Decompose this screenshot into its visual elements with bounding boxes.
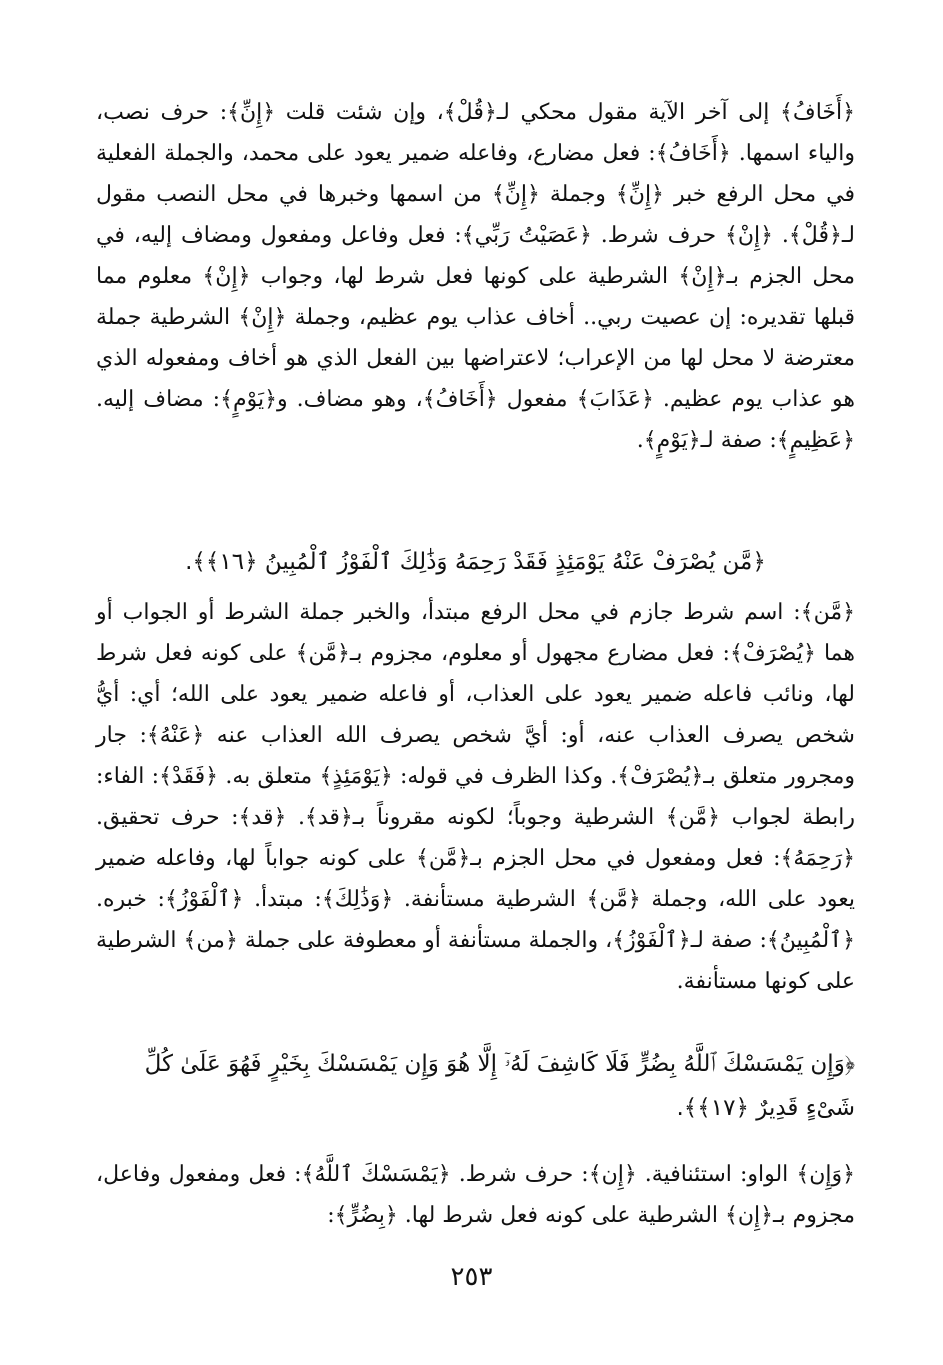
quran-verse-17-line-2: شَىْءٍ قَدِيرٌ ﴿١٧﴾﴾. — [676, 1095, 855, 1121]
commentary-paragraph-2: ﴿مَّن﴾: اسم شرط جازم في محل الرفع مبتدأ، والخبر جملة الشرط أو الجواب أو هما ﴿يُصْرَفْ﴾: فعل مضارع مجهول أو معلوم، مجزوم بـ﴿مَّن﴾ على كونه فعل شرط لها، ونائب فاعله ضمير يعود على العذاب، أو فاعله ضمير يعود على الله؛ أي: أيُّ شخص يصرف العذاب عنه، أو: أيَّ شخص يصرف الله العذاب عنه ﴿عَنْهُ﴾: جار ومجرور متعلق بـ﴿يُصْرَفْ﴾. وكذا الظرف في قوله: ﴿يَوْمَئِذٍ﴾ متعلق به. ﴿فَقَدْ﴾: الفاء: رابطة لجواب ﴿مَّن﴾ الشرطية وجوباً؛ لكونه مقروناً بـ﴿قد﴾. ﴿قد﴾: حرف تحقيق. ﴿رَحِمَهُ﴾: فعل ومفعول في محل الجزم بـ﴿مَّن﴾ على كونه جواباً لها، وفاعله ضمير يعود على الله، وجملة ﴿مَّن﴾ الشرطية مستأنفة. ﴿وَذَٰلِكَ﴾: مبتدأ. ﴿ٱلْفَوْزُ﴾: خبره. ﴿ٱلْمُبِينُ﴾: صفة لـ﴿ٱلْفَوْزُ﴾، والجملة مستأنفة أو معطوفة على جملة ﴿من﴾ الشرطية على كونها مستأنفة. — [96, 600, 855, 994]
document-page — [96, 92, 855, 1305]
quran-verse-17-line-1: ﴿وَإِن يَمْسَسْكَ ٱللَّهُ بِضُرٍّ فَلَا كَاشِفَ لَهُۥٓ إِلَّا هُوَ وَإِن يَمْسَسْكَ بِخَيْرٍ فَهُوَ عَلَىٰ كُلِّ — [144, 1051, 855, 1077]
quran-verse-17 — [96, 1042, 855, 1130]
quran-verse-16: ﴿مَّن يُصْرَفْ عَنْهُ يَوْمَئِذٍ فَقَدْ رَحِمَهُ وَذَٰلِكَ ٱلْفَوْزُ ٱلْمُبِينُ ﴿١٦﴾﴾. — [185, 549, 766, 575]
page-number: ٢٥٣ — [450, 1262, 493, 1292]
commentary-paragraph-1: ﴿أَخَافُ﴾ إلى آخر الآية مقول محكي لـ﴿قُلْ﴾، وإن شئت قلت ﴿إِنِّ﴾: حرف نصب، والياء اسمها. ﴿أَخَافُ﴾: فعل مضارع، وفاعله ضمير يعود على محمد، والجملة الفعلية في محل الرفع خبر ﴿إِنِّ﴾ وجملة ﴿إِنِّ﴾ من اسمها وخبرها في محل النصب مقول لـ﴿قُلْ﴾. ﴿إِنْ﴾ حرف شرط. ﴿عَصَيْتُ رَبِّي﴾: فعل وفاعل ومفعول ومضاف إليه، في محل الجزم بـ﴿إِنْ﴾ الشرطية على كونها فعل شرط لها، وجواب ﴿إِنْ﴾ معلوم مما قبلها تقديره: إن عصيت ربي.. أخاف عذاب يوم عظيم، وجملة ﴿إِنْ﴾ الشرطية جملة معترضة لا محل لها من الإعراب؛ لاعتراضها بين الفعل الذي هو أخاف ومفعوله الذي هو عذاب يوم عظيم. ﴿عَذَابَ﴾ مفعول ﴿أَخَافُ﴾، وهو مضاف. و﴿يَوْمٍ﴾: مضاف إليه. ﴿عَظِيمٍ﴾: صفة لـ﴿يَوْمٍ﴾. — [96, 100, 855, 453]
commentary-paragraph-3: ﴿وَإِن﴾ الواو: استئنافية. ﴿إِن﴾: حرف شرط. ﴿يَمْسَسْكَ ٱللَّهُ﴾: فعل ومفعول وفاعل، مجزوم بـ﴿إِن﴾ الشرطية على كونه فعل شرط لها. ﴿بِضُرٍّ﴾: — [96, 1162, 855, 1228]
